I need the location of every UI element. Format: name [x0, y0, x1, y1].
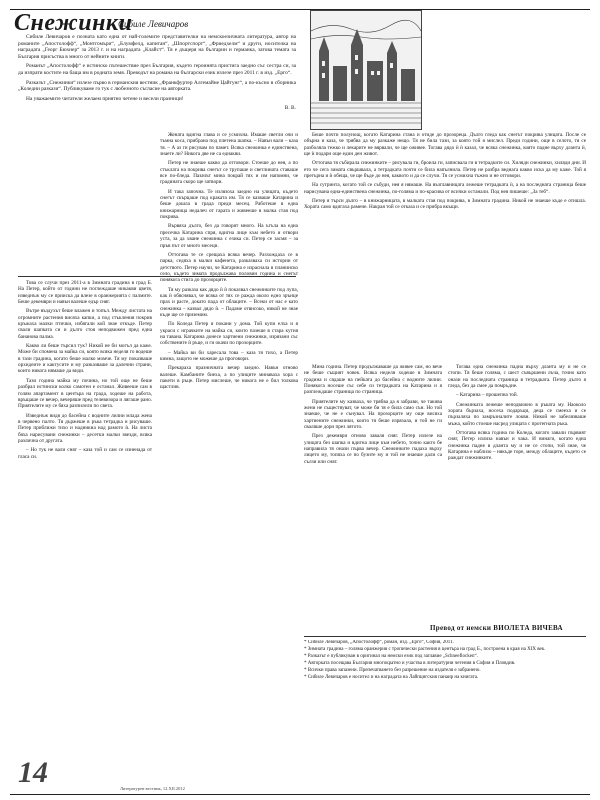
- paragraph: Това се случи през 2011-а в Зимната градина в град Б. На Петер, който от години не поглеждаше никакви цветя, изведнъж му се прииска да влезе в оранжерията с палмите. Беше декември и навън валеше едър сняг.: [18, 280, 152, 306]
- text-column-3b: [304, 364, 442, 616]
- intro-paragraph: Сибиле Левичаров е позната като една от най-големите представителки на немскоезичната литература, автор на романите „Апостолофф“, „Монтгомъри“, „Блумфелд, капитан“, „Шпортспорт“, „Фриедхелм“ и други, носителка на наградата „Георг Бюхнер“ за 2013 г. и на наградата „Клайст“. Тя е дъщеря на българин и германка, затова темата за България присъства в много от нейните книги.: [18, 34, 296, 60]
- paragraph: – Но тук не вали сняг – каза той и сам се изненада от гласа си.: [18, 447, 152, 460]
- paragraph: Тогава една снежинка падна върху дланта му и не се стопи. Тя беше голяма, с шест съвършени лъча, точно като онази на последната страница в тетрадката. Петер дълго я гледа, без да смее да помръдне.: [448, 364, 586, 390]
- paragraph: – Катарина – прошепна той.: [456, 392, 518, 399]
- text-column-3c: [448, 364, 586, 616]
- footnote: * Сибиле Левичаров е носител и на наградата на Лайпцигския панаир на книгата.: [304, 675, 479, 681]
- paragraph: Изведнъж видя до басейна с водните лилии млада жена в червено палто. Тя държеше в ръка тетрадка и рисуваше. Петер приближи тихо и надникна над рамото ѝ. На листа бяха нарисувани снежинки – десетки малки звезди, всяка различна от другата.: [18, 412, 152, 444]
- text-column-2: [160, 132, 298, 768]
- paragraph: Прекараха празничната вечер заедно. Навън отново валеше. Камбаните биеха, а по улиците минаваха хора с пакети в ръце. Петер мислеше, че никога не е бил толкова щастлив.: [160, 365, 298, 391]
- engraving-icon: [311, 11, 421, 129]
- story-title: Снежинки: [14, 10, 133, 36]
- footer-rule: [10, 794, 590, 795]
- paragraph: Какво ли беше търсил тук? Никой не би могъл да каже. Може би спомена за майка си, която всяка неделя го водеше в тази градина, когато беше малко момче. Тя му показваше орхидеите и кактусите и му разказваше за далечни страни, които никога нямаше да види.: [18, 343, 152, 375]
- footnote: * Авторката посещава България многократно и участва в литературни четения в София и Пловдив.: [304, 661, 516, 667]
- paragraph: Вървяха дълго, без да говорят много. На ъгъла на една пресечка Катарина спря, вдигна лице към небето и отвори уста, за да хване снежинка с езика си. Петер се засмя – за пръв път от много месеци.: [160, 223, 298, 249]
- text-column-3: [304, 132, 586, 364]
- footnote: * Зимната градина – голяма оранжерия с тропически растения в центъра на град Б., построена в края на XIX век.: [304, 647, 546, 653]
- paragraph: Оттогава всяка година по Коледа, когато завали първият сняг, Петер излиза навън и чака. И винаги, когато една снежинка падне в дланта му и не се стопи, той знае, че Катарина е наблизо – някъде горе, между облаците, където се раждат снежинките.: [448, 430, 586, 462]
- paragraph: Оттогава тя събирала снежинките – рисувала ги, броила ги, записвала ги в тетрадките си. Хиляди снежинки, хиляди дни. И ето че сега зимата свършвала, а тетрадката почти се била напълнила. Петер не разбра веднага какво иска да му каже. Той я прегърна и ѝ обеща, че ще бъде до нея, каквото и да се случи. Тя се усмихна тъжно и не отговори.: [304, 160, 586, 180]
- intro-paragraph: Романът „Апостолофф“ е истинско пътешествие през България, където героинята пристига заедно със сестра си, за да изпрати костите на баща им в родната земя. Преводът на романа на български език излезе през 2011 г. в изд. „Ерго“.: [18, 63, 296, 76]
- translator-credit: Превод от немски ВИОЛЕТА ВИЧЕВА: [430, 624, 563, 632]
- paragraph: На сутринта, когато той се събуди, нея я нямаше. На възглавницата лежеше тетрадката ѝ, а на последната страница беше нарисувана една-единствена снежинка, по-голяма и по-красива от всички останали. Под нея пишеше: „За теб“.: [304, 182, 586, 195]
- paragraph: Петер я търси дълго – в книжарницата, в малката стая под покрива, в Зимната градина. Никой не знаеше къде е отишла. Хората само вдигаха рамене. Накрая той се отказа и се прибра вкъщи.: [304, 198, 586, 211]
- paragraph: Тя му разказа как дядо ѝ ѝ показвал снежинките под лупа, как ѝ обяснявал, че всяка от тях се ражда около едно зрънце прах и расте, докато пада от облаците. – Всеки от нас е като снежинка – казвал дядо ѝ. – Падаме отвисоко, никой не знае къде ще се приземим.: [160, 286, 298, 318]
- publication-footer: Литературен вестник, 12.XII.2012: [120, 786, 185, 791]
- page-number: 14: [18, 756, 48, 789]
- paragraph: Жената вдигна глава и се усмихна. Имаше светли очи и тъмна коса, прибрана под плетена шапка. – Навън вали – каза тя. – А аз ги рисувам по памет. Всяка снежинка е единствена, знаете ли? Никога две не са еднакви.: [160, 132, 298, 158]
- footnote: * Всички права запазени. Препечатването без разрешение на издателя е забранено.: [304, 668, 481, 674]
- notes-rule: [304, 636, 586, 637]
- paragraph: Вътре въздухът беше влажен и топъл. Между листата на огромните растения висяха капки, а под стъкления покрив кръжаха малки птички, избягали кой знае откъде. Петер свали шапката си и дълго стоя неподвижен пред една бананова палма.: [18, 308, 152, 340]
- paragraph: И така започна. Те излязоха заедно на улицата, където снегът скърцаше под краката им. Тя се казваше Катарина и беше дошла в града преди месец. Работеше в една книжарница недалеч от гарата и живееше в малка стая под покрива.: [160, 188, 298, 221]
- footnote: * Сибиле Левичаров, „Апостолофф“, роман, изд. „Ерго“, София, 2011.: [304, 640, 454, 645]
- intro-signature: В. В.: [284, 105, 296, 112]
- paragraph: През декември отново заваля сняг. Петер излезе на улицата без шапка и вдигна лице към небето, точно както бе направила тя онази първа вечер. Снежинките падаха върху лицето му, топяха се по бузите му и той не знаеше дали са сълзи или сняг.: [304, 433, 442, 465]
- paragraph: Тази година майка му почина, но той още не беше разбрал истински колко самотен е останал. Живееше сам в голям апартамент в центъра на града, ходеше на работа, връщаше се вечер, вечеряше пред телевизора и лягаше рано. Приятелите му се бяха разпилели по света.: [18, 377, 152, 410]
- paragraph: Приятелите му казваха, че трябва да я забрави, че такива жени не съществуват, че може би тя е била само сън. Но той знаеше, че не е сънувал. На прозорците му още висяха хартиените снежинки, които тя беше изрязала, и той не ги сваляше дори през лятото.: [304, 398, 442, 431]
- paragraph: Беше почти полунощ, когато Катарина стана и отиде до прозореца. Дълго гледа как снегът покрива улицата. После се обърна и каза, че трябва да му разкаже нещо. Тя не била тази, за която той я мислел. Преди години, още в селото, тя се разболяла тежко и лекарите не вярвали, че ще оживее. Тогава дядо ѝ ѝ казал, че всяка снежинка, която падне върху дланта ѝ, ще ѝ подари още един ден живот.: [304, 132, 586, 158]
- paragraph: Снежинката лежеше неподвижно в ръката му. Наоколо хората бързаха, носеха подаръци, деца се смееха и се пързаляха по замръзналите локви. Никой не забелязваше мъжа, който стоеше насред улицата с протегната ръка.: [448, 401, 586, 427]
- paragraph: По Коледа Петер я покани у дома. Той купи елха и я украси с играчките на майка си, които пазеше в стара кутия на тавана. Катарина донесе хартиени снежинки, изрязани със собствените ѝ ръце, и ги окачи по прозорците.: [160, 321, 298, 347]
- intro-paragraph: Разказът „Снежинки“ излезе първо в германския вестник „Франкфуртер Алгемайне Цайтунг“, а по-късно в сборника „Коледни разкази“. Публикуваме го тук с любезното съгласие на авторката.: [18, 79, 296, 93]
- intro-paragraph: На уважаемите читатели желаем приятно четене и весели празници!: [26, 95, 184, 102]
- footnote: * Разказът е публикуван в оригинал на немски език под заглавие „Schneeflocken“.: [304, 654, 478, 660]
- town-engraving-illustration: [310, 10, 422, 130]
- paragraph: Оттогава те се срещаха всяка вечер. Разхождаха се в парка, седяха в малки кафенета, разказваха си истории от детството. Петер научи, че Катарина е израснала в планинско село, където зимата продължава половин година и снегът понякога стига до прозорците.: [160, 251, 298, 284]
- footnotes: [304, 640, 586, 788]
- author-name: Сибиле Левичаров: [118, 19, 189, 29]
- paragraph: Мина година. Петер продължаваше да живее сам, но вече не беше същият човек. Всяка неделя ходеше в Зимната градина и сядаше на пейката до басейна с водните лилии. Понякога носеше със себе си тетрадката на Катарина и я разглеждаше страница по страница.: [304, 364, 442, 396]
- paragraph: – Майка ви би харесала това – каза тя тихо, а Петер кимна, защото не можеше да проговори.: [160, 349, 298, 362]
- text-column-1: [18, 280, 152, 760]
- paragraph: Петер не знаеше какво да отговори. Стоеше до нея, а по стъклата на покрива снегът се трупаше и светлината ставаше все по-бледа. Пазачът мина покрай тях и им напомни, че градината скоро ще затвори.: [160, 160, 298, 186]
